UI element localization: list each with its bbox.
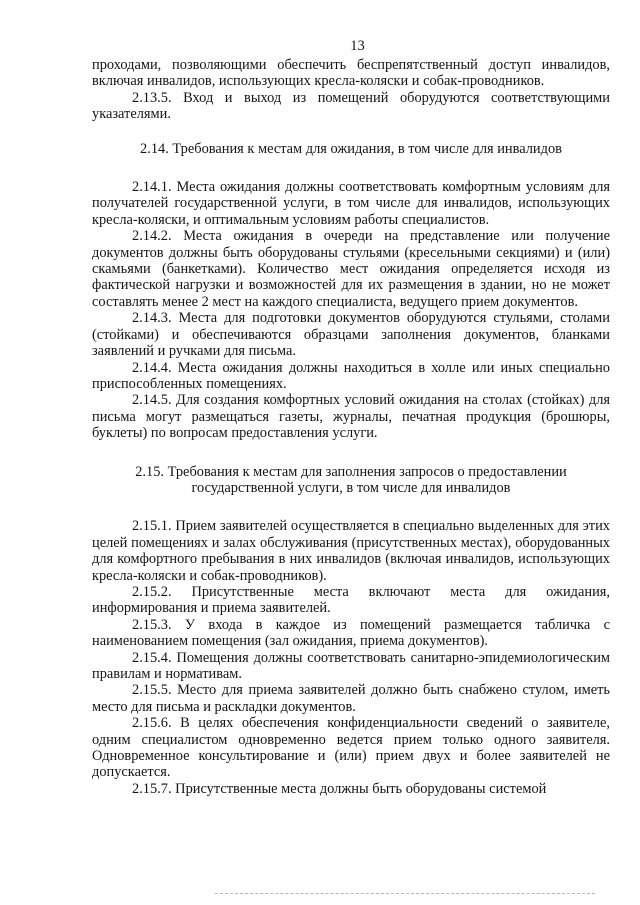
paragraph-2-14-2: 2.14.2. Места ожидания в очереди на представление или получение документов должны быть оборудованы стульями (кресельными секциями) и (или) скамьями (банкетками). Количество мест ожидания определяется исходя из фактической нагрузки и возможностей для их размещения в здании, но не может составлять менее 2 мест на каждого специалиста, ведущего прием документов.: [92, 228, 610, 310]
document-body: [92, 57, 610, 797]
paragraph-2-15-4: 2.15.4. Помещения должны соответствовать санитарно-эпидемиологическим правилам и нормативам.: [92, 649, 610, 682]
paragraph-2-15-3: 2.15.3. У входа в каждое из помещений размещается табличка с наименованием помещения (зал ожидания, приема документов).: [92, 616, 610, 650]
section-heading-2-15-line-1: 2.15. Требования к местам для заполнения запросов о предоставлении: [135, 463, 567, 480]
paragraph-2-14-3: 2.14.3. Места для подготовки документов оборудуются стульями, столами (стойками) и обеспечиваются образцами заполнения документов, бланками заявлений и ручками для письма.: [92, 310, 610, 360]
section-heading-2-14: 2.14. Требования к местам для ожидания, в том числе для инвалидов: [140, 140, 562, 157]
paragraph-2-15-6: 2.15.6. В целях обеспечения конфиденциальности сведений о заявителе, одним специалистом одновременно ведется прием только одного заявителя. Одновременное консультирование и (или) прием двух и более заявителей не допускается.: [92, 715, 610, 781]
page-number: 13: [350, 38, 365, 54]
paragraph-2-15-5: 2.15.5. Место для приема заявителей должно быть снабжено стулом, иметь место для письма и раскладки документов.: [92, 682, 610, 715]
paragraph-2-13-5: 2.13.5. Вход и выход из помещений оборудуются соответствующими указателями.: [92, 89, 610, 123]
section-heading-2-15-line-2: государственной услуги, в том числе для инвалидов: [191, 479, 511, 496]
paragraph-2-14-5: 2.14.5. Для создания комфортных условий ожидания на столах (стойках) для письма могут размещаться газеты, журналы, печатная продукция (брошюры, буклеты) по вопросам предоставления услуги.: [92, 392, 610, 442]
section-heading-2-15: [92, 464, 610, 497]
paragraph-2-15-7: 2.15.7. Присутственные места должны быть оборудованы системой: [132, 780, 547, 797]
paragraph-2-15-1: 2.15.1. Прием заявителей осуществляется в специально выделенных для этих целей помещениях и залах обслуживания (присутственных местах), оборудованных для комфортного пребывания в них инвалидов (включая инвалидов, использующих кресла-коляски и собак-проводников).: [92, 518, 610, 584]
paragraph-intro-continuation: проходами, позволяющими обеспечить беспрепятственный доступ инвалидов, включая инвалидов, использующих кресла-коляски и собак-проводников.: [92, 57, 610, 90]
paragraph-2-14-1: 2.14.1. Места ожидания должны соответствовать комфортным условиям для получателей государственной услуги, в том числе для инвалидов, использующих кресла-коляски, и оптимальным условиям работы специалистов.: [92, 179, 610, 228]
scan-footer-artifact: [215, 893, 595, 895]
paragraph-2-14-4: 2.14.4. Места ожидания должны находиться в холле или иных специально приспособленных помещениях.: [92, 359, 610, 392]
paragraph-2-15-2: 2.15.2. Присутственные места включают места для ожидания, информирования и приема заявителей.: [92, 583, 610, 617]
